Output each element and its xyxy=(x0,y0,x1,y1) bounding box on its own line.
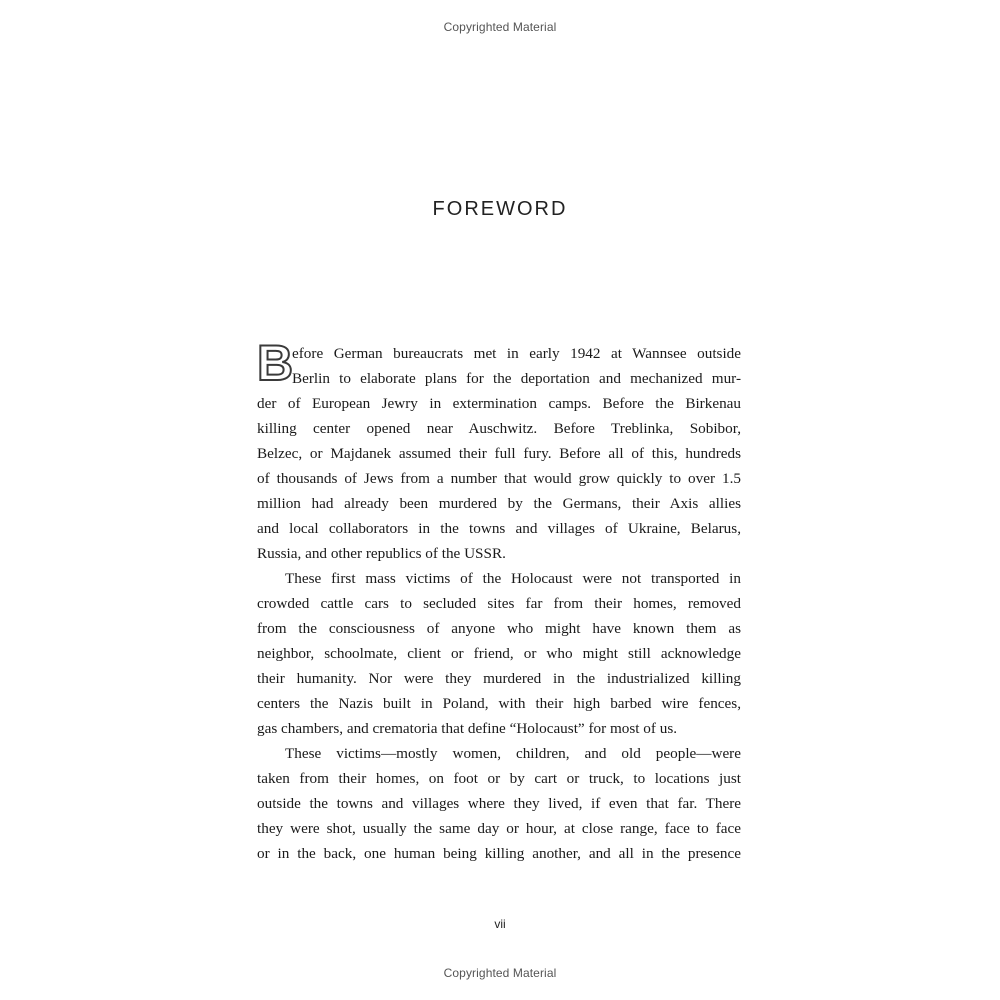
text-line: Berlin to elaborate plans for the deportation and mechanized mur- xyxy=(292,370,741,387)
text-line: These victims—mostly women, children, and old people—were xyxy=(285,745,741,762)
page-number: vii xyxy=(494,917,506,931)
copyright-watermark-top: Copyrighted Material xyxy=(443,20,557,34)
text-line: taken from their homes, on foot or by cart or truck, to locations just xyxy=(257,770,741,787)
text-line: killing center opened near Auschwitz. Before Treblinka, Sobibor, xyxy=(257,420,741,437)
copyright-watermark-bottom: Copyrighted Material xyxy=(443,966,557,980)
text-line: Belzec, or Majdanek assumed their full fury. Before all of this, hundreds xyxy=(257,445,741,462)
text-line: gas chambers, and crematoria that define “Holocaust” for most of us. xyxy=(257,720,678,737)
text-line: they were shot, usually the same day or hour, at close range, face to face xyxy=(257,820,741,837)
body-text xyxy=(257,335,741,866)
drop-cap: B xyxy=(257,335,294,391)
text-line: million had already been murdered by the Germans, their Axis allies xyxy=(257,495,741,512)
text-line: neighbor, schoolmate, client or friend, or who might still acknowledge xyxy=(257,645,741,662)
text-line: or in the back, one human being killing another, and all in the presence xyxy=(257,845,741,862)
text-line: der of European Jewry in extermination camps. Before the Birkenau xyxy=(257,395,741,412)
text-line: and local collaborators in the towns and villages of Ukraine, Belarus, xyxy=(257,520,741,537)
text-line: These first mass victims of the Holocaust were not transported in xyxy=(285,570,741,587)
text-line: crowded cattle cars to secluded sites far from their homes, removed xyxy=(257,595,741,612)
text-line: of thousands of Jews from a number that would grow quickly to over 1.5 xyxy=(257,470,741,487)
text-line: centers the Nazis built in Poland, with their high barbed wire fences, xyxy=(257,695,741,712)
text-line: Russia, and other republics of the USSR. xyxy=(257,545,506,562)
text-line: from the consciousness of anyone who might have known them as xyxy=(257,620,741,637)
text-line: efore German bureaucrats met in early 1942 at Wannsee outside xyxy=(292,345,741,362)
text-line: their humanity. Nor were they murdered in the industrialized killing xyxy=(257,670,741,687)
chapter-title: FOREWORD xyxy=(432,198,568,220)
text-line: outside the towns and villages where they lived, if even that far. There xyxy=(257,795,741,812)
